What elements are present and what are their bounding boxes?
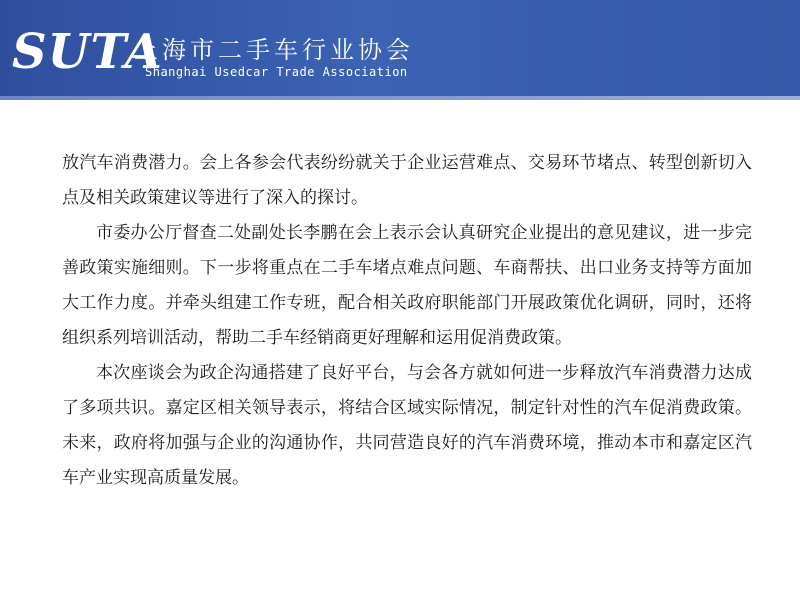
suta-logo: SUTA (12, 24, 163, 80)
paragraph-2: 市委办公厅督查二处副处长李鹏在会上表示会认真研究企业提出的意见建议，进一步完善政策实施细则。下一步将重点在二手车堵点难点问题、车商帮扶、出口业务支持等方面加大工作力度。并牵头组建工作专班，配合相关政府职能部门开展政策优化调研，同时，还将组织系列培训活动，帮助二手车经销商更好理解和运用促消费政策。 (62, 223, 752, 348)
org-name-cn: 上海市二手车行业协会 (134, 36, 414, 64)
header-divider (0, 96, 800, 100)
header-banner (0, 0, 800, 98)
paragraph-1: 放汽车消费潜力。会上各参会代表纷纷就关于企业运营难点、交易环节堵点、转型创新切入点及相关政策建议等进行了深入的探讨。 (62, 153, 752, 208)
article-body (62, 146, 752, 496)
paragraph-3: 本次座谈会为政企沟通搭建了良好平台，与会各方就如何进一步释放汽车消费潜力达成了多项共识。嘉定区相关领导表示，将结合区域实际情况，制定针对性的汽车促消费政策。未来，政府将加强与企业的沟通协作，共同营造良好的汽车消费环境，推动本市和嘉定区汽车产业实现高质量发展。 (62, 363, 752, 488)
org-name-en: Shanghai Usedcar Trade Association (145, 65, 408, 79)
